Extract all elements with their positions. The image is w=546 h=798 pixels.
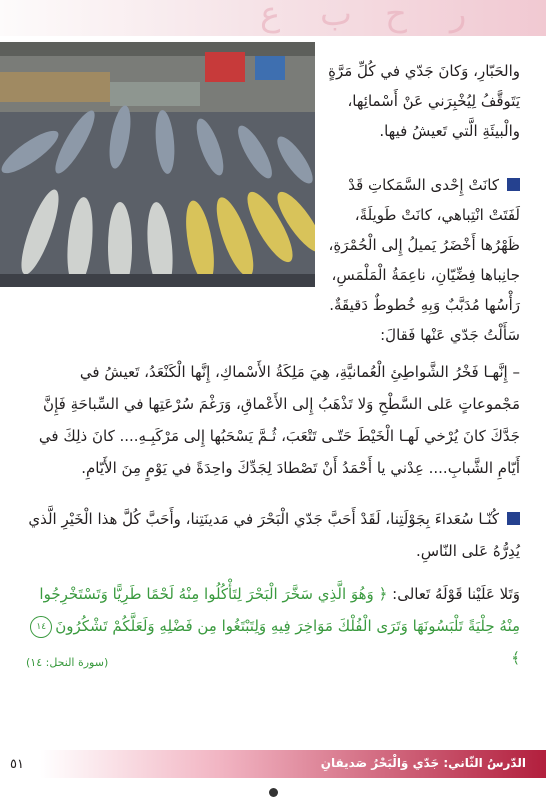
paragraph-1: والحَبّارِ، وَكانَ جَدّي في كُلِّ مَرَّةٍ يَتَوقَّفُ لِيُخْبِرَني عَنْ أَسْمائِها، والْبيئَةِ الَّتي تَعيشُ فيها.: [328, 62, 520, 140]
fish-market-photo: [0, 42, 315, 287]
page-dot-icon: [269, 788, 278, 797]
section-bullet-icon: [507, 512, 520, 525]
verse-reference: (سورة النحل: ١٤): [26, 656, 109, 669]
section-bullet-icon: [507, 178, 520, 191]
calligraphy-decoration-icon: ع: [260, 0, 281, 34]
paragraph-3: – إِنَّهـا فَخْرُ الشَّواطِئِ الْعُمانيَّةِ، هِيَ مَلِكَةُ الأَسْماكِ، إِنَّها الْكَنْعَدُ، تَعيشُ في مَجْموعاتٍ عَلى السَّطْحِ وَلا تَذْهَبُ إِلى الأَعْماقِ، وَرَغْمَ سُرْعَتِها في السِّباحَةِ فَإِنَّ جَدَّكَ كانَ يُرْخي لَهـا الْخَيْطَ حَتّـى تَتْعَبَ، ثُـمَّ يَسْحَبُها إِلى مَرْكَبِـهِ.... كانَ ذلِكَ في أَيّامِ الشَّبابِ.... عِدْني يا أَحْمَدُ أَنْ تَصْطادَ لِجَدِّكَ واحِدَةً في يَوْمٍ مِنَ الأَيّامِ.: [38, 363, 520, 477]
lesson-title: الدّرسُ الثّاني: جَدّي وَالْبَحْرُ صَديقانِ: [320, 756, 526, 770]
ayah-number-marker: ١٤: [30, 616, 52, 638]
top-decorative-band: [0, 0, 546, 36]
verse-intro: وَتَلا عَلَيْنا قَوْلَهُ تَعالى:: [392, 585, 520, 603]
paragraph-4: [20, 503, 520, 567]
calligraphy-decoration-icon: ر: [450, 0, 467, 34]
paragraph-4-text: كُنّـا سُعَداءَ بِجَوْلَتِنا، لَقَدْ أَحَبَّ جَدّي الْبَحْرَ في مَدينَتِنا، وأَحَبَّ كُلَّ هذا الْخَيْرِ الَّذي يُدِرُّهُ عَلى النّاسِ.: [28, 510, 520, 560]
paragraph-2-text: كانَتْ إِحْدى السَّمَكاتِ قَدْ لَفَتَتْ انْتِباهي، كانَتْ طَويلَةً، ظَهْرُها أَخْضَرُ يَميلُ إِلى الْحُمْرَةِ، جانِباها فِضِّيّانِ، ناعِمَةُ الْمَلْمَسِ، رَأْسُها مُدَبَّبٌ وَبِهِ خُطوطٌ دَقيقَةٌ. سَأَلْتُ جَدّي عَنْها فَقالَ:: [328, 176, 520, 344]
verse-close-bracket: ﴾: [511, 649, 520, 667]
page-number: ٥١: [10, 757, 24, 772]
calligraphy-decoration-icon: ح: [385, 0, 407, 34]
calligraphy-decoration-icon: ب: [320, 0, 353, 34]
paragraph-2: [315, 170, 520, 350]
footer-band: [40, 750, 546, 778]
quran-verse: ﴿ وَهُوَ الَّذِي سَخَّرَ الْبَحْرَ لِتَأْكُلُوا مِنْهُ لَحْمًا طَرِيًّا وَتَسْتَخْرِجُوا مِنْهُ حِلْيَةً تَلْبَسُونَهَا وَتَرَى الْفُلْكَ مَوَاخِرَ فِيهِ وَلِتَبْتَغُوا مِن فَضْلِهِ وَلَعَلَّكُمْ تَشْكُرُونَ: [39, 585, 520, 635]
